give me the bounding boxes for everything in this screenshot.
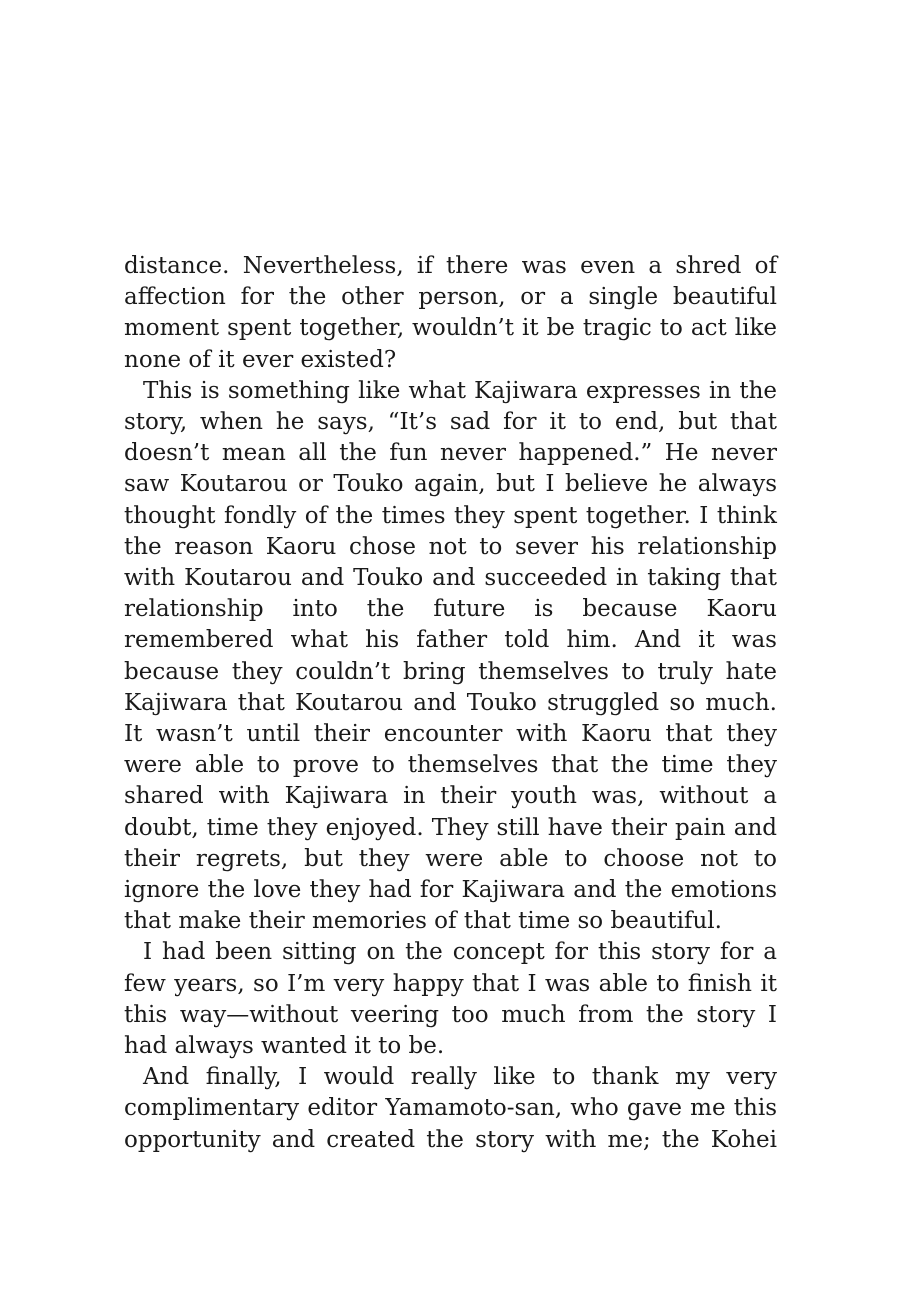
page-body <box>124 251 777 1156</box>
paragraph-acknowledgments: And finally, I would really like to thank my very complimentary editor Yamamoto-san, who gave me this opportunity and created the story with me; the Kohei <box>124 1064 777 1153</box>
paragraph-kajiwara-quote: This is something like what Kajiwara expresses in the story, when he says, “It’s sad for it to end, but that doesn’t mean all the fun never happened.” He never saw Koutarou or Touko again, but I believe he always thought fondly of the times they spent together. I think the reason Kaoru chose not to sever his relationship with Koutarou and Touko and succeeded in taking that relationship into the future is because Kaoru remembered what his father told him. And it was because they couldn’t bring themselves to truly hate Kajiwara that Koutarou and Touko struggled so much. It wasn’t until their encounter with Kaoru that they were able to prove to themselves that the time they shared with Kajiwara in their youth was, without a doubt, time they enjoyed. They still have their pain and their regrets, but they were able to choose not to ignore the love they had for Kajiwara and the emotions that make their memories of that time so beautiful. <box>124 377 777 935</box>
paragraph-story-concept: I had been sitting on the concept for this story for a few years, so I’m very happy that I was able to finish it this way—without veering too much from the story I had always wanted it to be. <box>124 939 777 1060</box>
paragraph-continuation: distance. Nevertheless, if there was even a shred of affection for the other person, or a single beautiful moment spent together, wouldn’t it be tragic to act like none of it ever existed? <box>124 253 777 373</box>
